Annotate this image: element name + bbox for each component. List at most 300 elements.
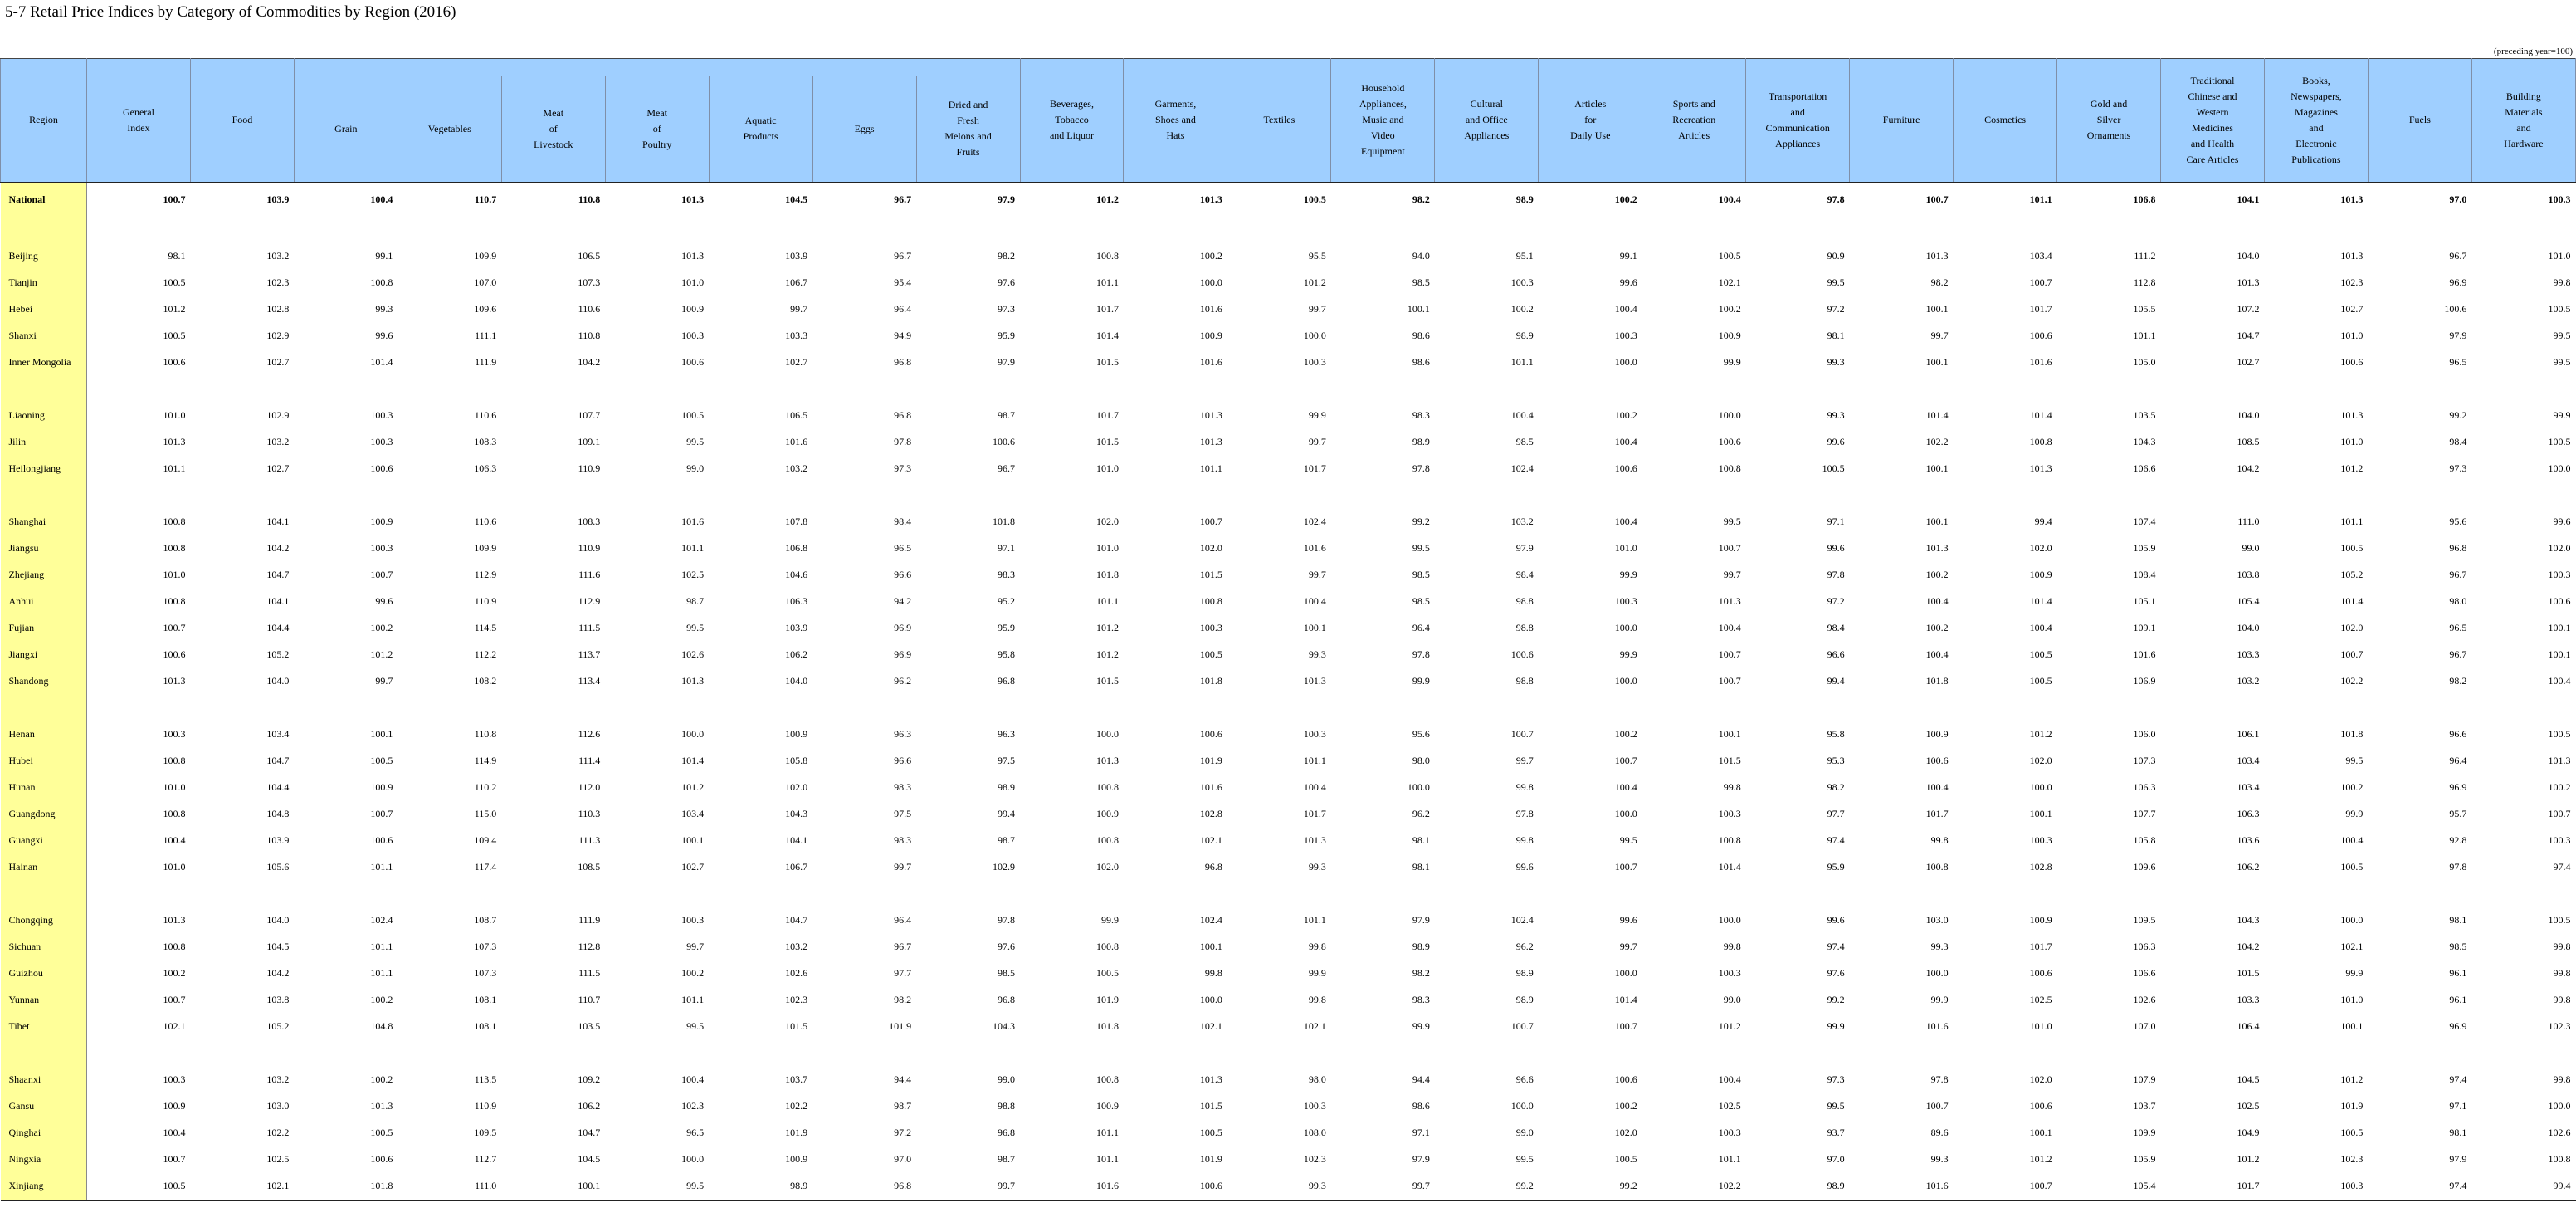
index-value: 97.3 [2449, 462, 2467, 474]
index-value: 108.7 [474, 914, 497, 926]
index-value: 99.3 [1827, 356, 1845, 368]
header-books: Books, Newspapers, Magazines and Electronic Publications [2264, 59, 2368, 183]
header-general-index: General Index [86, 59, 190, 183]
empty-cell [1020, 881, 1124, 907]
index-value: 100.6 [1614, 462, 1637, 474]
region-cell-empty [1, 482, 87, 509]
index-value: 101.1 [1303, 914, 1326, 926]
index-value: 97.1 [1827, 516, 1845, 527]
index-value: 100.8 [163, 808, 186, 819]
index-value: 99.5 [2553, 356, 2571, 368]
index-value: 112.6 [578, 728, 601, 740]
table-row [1, 1173, 2576, 1200]
region-name: Hebei [1, 296, 87, 323]
index-value: 99.9 [2345, 967, 2364, 979]
index-value: 103.5 [578, 1020, 601, 1032]
index-value: 99.8 [1308, 941, 1326, 952]
index-value: 103.4 [2237, 755, 2260, 766]
index-value: 96.8 [2449, 542, 2467, 554]
index-value: 112.9 [578, 595, 601, 607]
index-value: 100.5 [1303, 193, 1326, 205]
index-value: 105.8 [2133, 834, 2156, 846]
table-row [1, 934, 2576, 961]
index-value: 108.1 [474, 994, 497, 1005]
index-value: 97.9 [2449, 330, 2467, 341]
index-value: 94.9 [894, 330, 912, 341]
index-value: 102.4 [1510, 914, 1534, 926]
region-name: Hainan [1, 854, 87, 881]
index-value: 96.7 [998, 462, 1016, 474]
header-food: Food [190, 59, 294, 183]
index-value: 110.6 [474, 409, 497, 421]
index-value: 95.9 [1827, 861, 1845, 873]
index-value: 98.5 [1412, 569, 1430, 580]
index-value: 102.8 [266, 303, 290, 315]
index-value: 100.8 [1095, 834, 1119, 846]
index-value: 102.7 [2237, 356, 2260, 368]
index-value: 115.0 [474, 808, 497, 819]
index-value: 109.6 [474, 303, 497, 315]
index-value: 103.9 [266, 193, 290, 205]
index-value: 96.6 [894, 755, 912, 766]
index-value: 102.5 [2237, 1100, 2260, 1112]
empty-cell [2161, 695, 2265, 721]
empty-cell [294, 881, 398, 907]
table-row [1, 828, 2576, 854]
index-value: 96.5 [2449, 356, 2467, 368]
index-value: 100.7 [1614, 861, 1637, 873]
empty-cell [294, 376, 398, 403]
index-value: 101.3 [681, 193, 705, 205]
empty-cell [2368, 695, 2471, 721]
index-value: 100.8 [2029, 436, 2052, 447]
index-value: 99.7 [1515, 755, 1534, 766]
region-name: Shanxi [1, 323, 87, 350]
region-name: Xinjiang [1, 1173, 87, 1200]
index-value: 101.1 [2029, 193, 2052, 205]
index-value: 104.2 [266, 542, 290, 554]
index-value: 99.6 [1619, 276, 1637, 288]
index-value: 100.5 [2548, 914, 2571, 926]
index-value: 100.5 [1199, 1127, 1222, 1138]
empty-cell [1020, 695, 1124, 721]
index-value: 103.4 [2237, 781, 2260, 793]
index-value: 104.2 [2237, 462, 2260, 474]
index-value: 99.9 [1619, 569, 1637, 580]
empty-cell [1020, 217, 1124, 243]
index-value: 103.2 [266, 250, 290, 262]
empty-cell [2057, 217, 2161, 243]
empty-cell [709, 881, 812, 907]
index-value: 102.2 [1642, 1173, 1746, 1200]
empty-cell [501, 482, 605, 509]
index-value: 105.6 [266, 861, 290, 873]
empty-cell [605, 1040, 709, 1067]
index-value: 101.3 [1199, 1073, 1222, 1085]
index-value: 105.4 [2057, 1173, 2161, 1200]
index-value: 103.2 [785, 941, 808, 952]
index-value: 101.0 [163, 781, 186, 793]
index-value: 99.8 [1515, 781, 1534, 793]
index-value: 100.8 [2548, 1153, 2571, 1165]
index-value: 97.9 [1412, 1153, 1430, 1165]
index-value: 99.8 [2553, 941, 2571, 952]
index-value: 99.9 [1100, 914, 1119, 926]
index-value: 101.0 [681, 276, 705, 288]
index-value: 106.2 [2237, 861, 2260, 873]
index-value: 113.4 [578, 675, 601, 687]
index-value: 100.7 [1718, 542, 1741, 554]
index-value: 106.8 [2133, 193, 2156, 205]
index-value: 100.6 [1199, 728, 1222, 740]
index-value: 100.7 [1925, 193, 1949, 205]
index-value: 95.8 [998, 648, 1016, 660]
empty-cell [1746, 695, 1850, 721]
index-value: 100.7 [1954, 1173, 2057, 1200]
index-value: 101.1 [370, 941, 393, 952]
index-value: 104.2 [266, 967, 290, 979]
index-value: 89.6 [1930, 1127, 1949, 1138]
empty-cell [1020, 1040, 1124, 1067]
index-value: 100.0 [2548, 1100, 2571, 1112]
index-value: 101.1 [1095, 276, 1119, 288]
header-furniture: Furniture [1850, 59, 1954, 183]
index-value: 96.8 [812, 1173, 916, 1200]
index-value: 96.7 [894, 941, 912, 952]
table-row [1, 1067, 2576, 1093]
empty-cell [812, 881, 916, 907]
index-value: 101.4 [1718, 861, 1741, 873]
region-name: Ningxia [1, 1146, 87, 1173]
index-value: 99.9 [1308, 967, 1326, 979]
index-value: 98.7 [998, 409, 1016, 421]
index-value: 97.8 [1827, 569, 1845, 580]
index-value: 101.5 [1199, 1100, 1222, 1112]
index-value: 100.0 [1925, 967, 1949, 979]
index-value: 101.5 [1095, 675, 1119, 687]
index-value: 100.4 [1510, 409, 1534, 421]
index-value: 110.9 [474, 1100, 497, 1112]
index-value: 101.6 [1303, 542, 1326, 554]
index-value: 101.6 [2133, 648, 2156, 660]
empty-cell [2057, 376, 2161, 403]
index-value: 106.3 [474, 462, 497, 474]
empty-cell [398, 482, 501, 509]
empty-cell [2161, 1040, 2265, 1067]
index-value: 97.9 [2449, 1153, 2467, 1165]
index-value: 99.5 [1827, 1100, 1845, 1112]
index-value: 98.8 [1515, 675, 1534, 687]
index-value: 100.8 [1095, 250, 1119, 262]
index-value: 102.3 [2340, 276, 2364, 288]
table-row [1, 1014, 2576, 1040]
index-value: 100.3 [1718, 1127, 1741, 1138]
empty-cell [709, 217, 812, 243]
index-value: 101.9 [1199, 1153, 1222, 1165]
header-vegetables: Vegetables [398, 76, 501, 183]
index-value: 102.3 [785, 994, 808, 1005]
index-value: 104.2 [578, 356, 601, 368]
index-value: 105.9 [2133, 542, 2156, 554]
region-name: Tibet [1, 1014, 87, 1040]
index-value: 100.0 [2548, 462, 2571, 474]
index-value: 98.5 [1412, 276, 1430, 288]
index-value: 100.1 [1199, 941, 1222, 952]
index-value: 95.7 [2449, 808, 2467, 819]
index-value: 100.3 [1199, 622, 1222, 633]
index-value: 103.4 [266, 728, 290, 740]
region-cell-empty [1, 217, 87, 243]
index-value: 97.8 [998, 914, 1016, 926]
index-value: 100.3 [1303, 356, 1326, 368]
index-value: 108.5 [2237, 436, 2260, 447]
index-value: 100.7 [1510, 728, 1534, 740]
empty-cell [916, 482, 1020, 509]
index-value: 100.1 [681, 834, 705, 846]
index-value: 101.7 [1303, 808, 1326, 819]
index-value: 97.4 [2368, 1173, 2471, 1200]
index-value: 97.4 [2553, 861, 2571, 873]
region-name: Shanghai [1, 509, 87, 535]
index-value: 100.6 [2340, 356, 2364, 368]
index-value: 99.6 [1827, 436, 1845, 447]
index-value: 97.2 [1827, 595, 1845, 607]
index-value: 102.5 [681, 569, 705, 580]
index-value: 101.2 [163, 303, 186, 315]
index-value: 99.2 [2449, 409, 2467, 421]
index-value: 98.4 [1515, 569, 1534, 580]
table-row [1, 243, 2576, 270]
index-value: 111.5 [578, 622, 601, 633]
index-value: 96.9 [2449, 276, 2467, 288]
index-value: 95.4 [894, 276, 912, 288]
index-value: 103.3 [2237, 648, 2260, 660]
index-value: 101.1 [1095, 1127, 1119, 1138]
empty-cell [294, 1040, 398, 1067]
index-value: 97.3 [998, 303, 1016, 315]
index-value: 99.2 [1539, 1173, 1642, 1200]
index-value: 112.0 [578, 781, 601, 793]
index-value: 100.9 [370, 781, 393, 793]
index-value: 99.0 [2242, 542, 2260, 554]
index-value: 98.9 [998, 781, 1016, 793]
index-value: 99.3 [1930, 1153, 1949, 1165]
index-value: 103.2 [266, 436, 290, 447]
index-value: 106.5 [578, 250, 601, 262]
table-body [1, 183, 2576, 1200]
empty-cell [1124, 482, 1227, 509]
index-value: 104.5 [578, 1153, 601, 1165]
index-value: 100.5 [1614, 1153, 1637, 1165]
region-name: Jilin [1, 429, 87, 456]
spacer-row [1, 1040, 2576, 1067]
index-value: 98.1 [2449, 1127, 2467, 1138]
index-value: 100.4 [2548, 675, 2571, 687]
index-value: 100.3 [1510, 276, 1534, 288]
index-value: 100.2 [370, 1073, 393, 1085]
index-value: 100.3 [1614, 330, 1637, 341]
index-value: 100.2 [370, 622, 393, 633]
index-value: 99.7 [1331, 1173, 1435, 1200]
index-value: 100.8 [163, 755, 186, 766]
empty-cell [2368, 217, 2471, 243]
index-value: 101.2 [1095, 193, 1119, 205]
index-value: 100.0 [1303, 330, 1326, 341]
index-value: 102.0 [1095, 861, 1119, 873]
index-value: 104.1 [266, 595, 290, 607]
index-value: 97.7 [894, 967, 912, 979]
index-value: 99.8 [1204, 967, 1222, 979]
index-value: 100.1 [1718, 728, 1741, 740]
index-value: 99.7 [1308, 569, 1326, 580]
index-value: 99.7 [1723, 569, 1741, 580]
index-value: 99.1 [1619, 250, 1637, 262]
empty-cell [86, 376, 190, 403]
index-value: 96.4 [2449, 755, 2467, 766]
index-value: 100.4 [681, 1073, 705, 1085]
table-row [1, 721, 2576, 748]
header-garments: Garments, Shoes and Hats [1124, 59, 1227, 183]
index-value: 101.4 [1925, 409, 1949, 421]
index-value: 112.8 [578, 941, 601, 952]
index-value: 98.6 [1412, 330, 1430, 341]
index-value: 94.4 [1412, 1073, 1430, 1085]
header-medicines: Traditional Chinese and Western Medicines and Health Care Articles [2161, 59, 2265, 183]
index-value: 109.2 [578, 1073, 601, 1085]
table-row [1, 350, 2576, 376]
index-value: 110.3 [578, 808, 601, 819]
index-value: 102.7 [266, 356, 290, 368]
index-value: 101.0 [2340, 436, 2364, 447]
index-value: 98.5 [1515, 436, 1534, 447]
index-value: 97.1 [1412, 1127, 1430, 1138]
index-value: 102.2 [785, 1100, 808, 1112]
spacer-row [1, 217, 2576, 243]
index-value: 100.4 [1718, 193, 1741, 205]
index-value: 96.2 [1515, 941, 1534, 952]
table-row [1, 589, 2576, 615]
empty-cell [1227, 881, 1331, 907]
index-value: 101.9 [889, 1020, 912, 1032]
index-value: 103.9 [785, 622, 808, 633]
index-value: 99.5 [2553, 330, 2571, 341]
header-beverages: Beverages, Tobacco and Liquor [1020, 59, 1124, 183]
index-value: 98.2 [894, 994, 912, 1005]
index-value: 104.5 [266, 941, 290, 952]
index-value: 100.3 [681, 914, 705, 926]
index-value: 100.0 [2340, 914, 2364, 926]
empty-cell [2471, 695, 2575, 721]
index-value: 93.7 [1827, 1127, 1845, 1138]
index-value: 102.1 [190, 1173, 294, 1200]
index-value: 104.7 [266, 755, 290, 766]
index-value: 101.3 [2340, 250, 2364, 262]
region-name: Anhui [1, 589, 87, 615]
index-value: 96.2 [1412, 808, 1430, 819]
empty-cell [2264, 217, 2368, 243]
index-value: 102.3 [2340, 1153, 2364, 1165]
index-value: 100.1 [2029, 808, 2052, 819]
index-value: 101.0 [163, 569, 186, 580]
empty-cell [1539, 376, 1642, 403]
index-value: 101.3 [163, 436, 186, 447]
empty-cell [605, 881, 709, 907]
index-value: 109.1 [578, 436, 601, 447]
index-value: 95.9 [998, 330, 1016, 341]
index-value: 101.4 [1095, 330, 1119, 341]
index-value: 100.5 [370, 755, 393, 766]
index-value: 114.9 [474, 755, 497, 766]
index-value: 98.8 [1515, 595, 1534, 607]
header-gold-silver: Gold and Silver Ornaments [2057, 59, 2161, 183]
index-value: 98.2 [1930, 276, 1949, 288]
index-value: 101.3 [1303, 834, 1326, 846]
empty-cell [1435, 482, 1539, 509]
index-value: 99.0 [998, 1073, 1016, 1085]
index-value: 100.0 [1614, 675, 1637, 687]
index-value: 97.7 [1827, 808, 1845, 819]
empty-cell [86, 217, 190, 243]
index-value: 106.3 [2133, 781, 2156, 793]
index-value: 101.9 [2340, 1100, 2364, 1112]
empty-cell [1539, 482, 1642, 509]
spacer-row [1, 482, 2576, 509]
index-value: 100.8 [1925, 861, 1949, 873]
index-value: 101.1 [1510, 356, 1534, 368]
index-value: 104.7 [2237, 330, 2260, 341]
index-value: 100.7 [1614, 755, 1637, 766]
index-value: 98.2 [2449, 675, 2467, 687]
empty-cell [2368, 376, 2471, 403]
index-value: 99.8 [1723, 781, 1741, 793]
header-food-subgroup-spacer [294, 59, 1020, 76]
index-value: 98.3 [894, 781, 912, 793]
index-value: 101.0 [163, 861, 186, 873]
empty-cell [1435, 1040, 1539, 1067]
index-value: 98.1 [1827, 330, 1845, 341]
index-value: 104.3 [993, 1020, 1016, 1032]
index-value: 102.6 [2548, 1127, 2571, 1138]
index-value: 104.0 [266, 675, 290, 687]
region-name: Jiangsu [1, 535, 87, 562]
index-value: 102.8 [1199, 808, 1222, 819]
index-value: 100.2 [163, 967, 186, 979]
empty-cell [1539, 881, 1642, 907]
index-value: 101.4 [2029, 409, 2052, 421]
index-value: 102.1 [1199, 834, 1222, 846]
index-value: 101.7 [1095, 303, 1119, 315]
empty-cell [1539, 1040, 1642, 1067]
index-value: 114.5 [474, 622, 497, 633]
index-value: 110.8 [578, 193, 601, 205]
header-region: Region [1, 59, 87, 183]
index-value: 100.6 [163, 648, 186, 660]
index-value: 102.0 [1199, 542, 1222, 554]
index-value: 105.0 [2133, 356, 2156, 368]
index-value: 100.7 [370, 569, 393, 580]
index-value: 102.7 [266, 462, 290, 474]
index-value: 101.0 [1095, 542, 1119, 554]
index-value: 96.3 [998, 728, 1016, 740]
index-value: 98.7 [998, 834, 1016, 846]
region-name: National [1, 183, 87, 217]
index-value: 99.5 [1515, 1153, 1534, 1165]
empty-cell [1124, 1040, 1227, 1067]
index-value: 99.3 [1827, 409, 1845, 421]
index-value: 110.8 [474, 728, 497, 740]
index-value: 98.2 [1412, 193, 1430, 205]
index-value: 102.7 [2340, 303, 2364, 315]
